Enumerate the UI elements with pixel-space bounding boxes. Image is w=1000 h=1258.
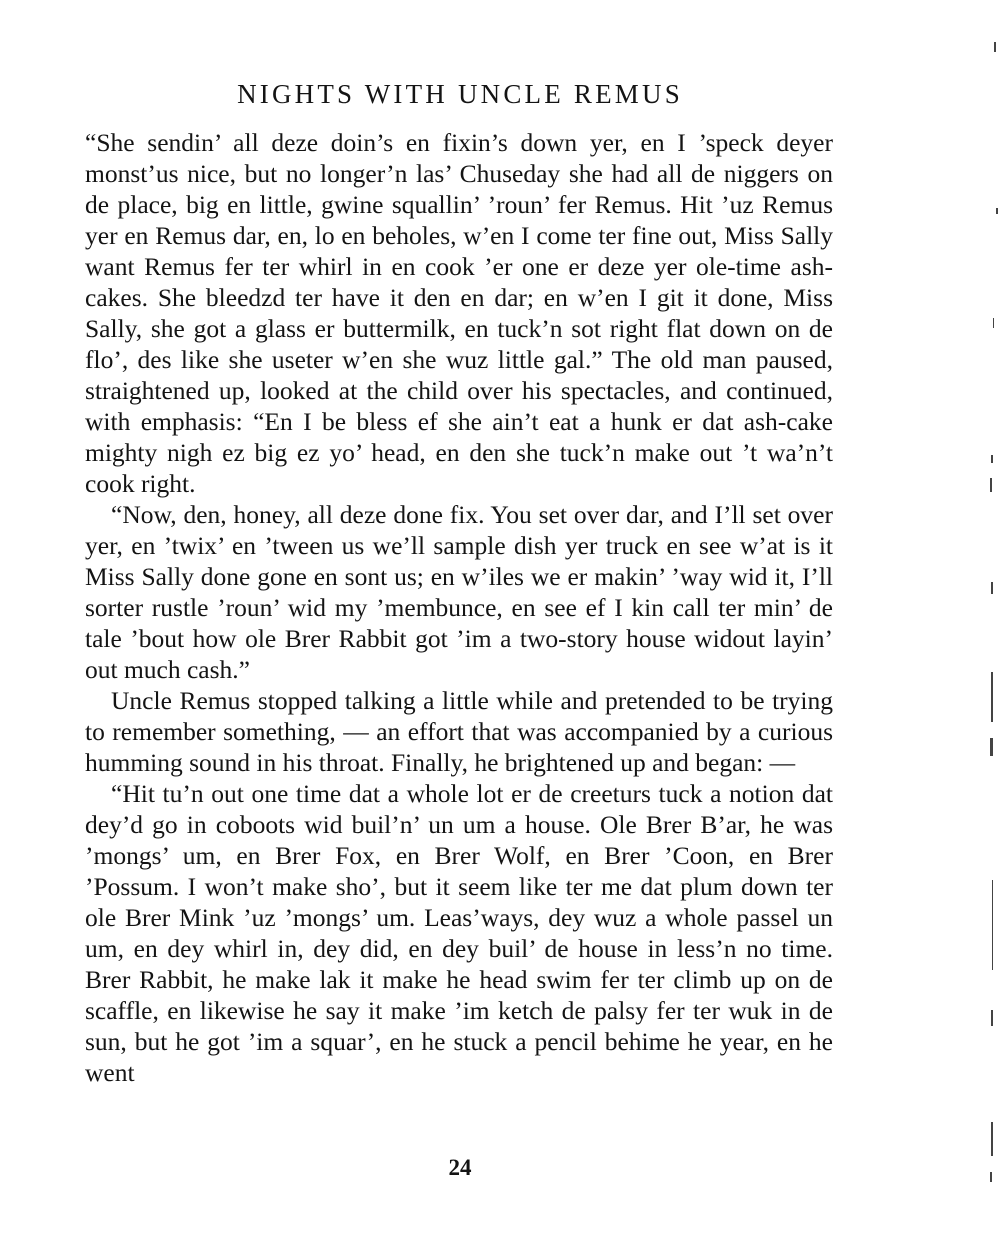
- scan-speck: [991, 582, 993, 594]
- running-head: NIGHTS WITH UNCLE REMUS: [237, 79, 683, 109]
- scan-speck: [996, 208, 998, 214]
- scan-speck: [990, 478, 992, 492]
- body-text: [85, 127, 833, 1088]
- scan-speck: [991, 1122, 993, 1156]
- paragraph: “She sendin’ all deze doin’s en fixin’s down yer, en I ’speck deyer monst’us nice, but no longer’n las’ Chuseday she had all de niggers on de place, big en little, gwine squallin’ ’roun’ fer Remus. Hit ’uz Remus yer en Remus dar, en, lo en beholes, w’en I come ter fine out, Miss Sally want Remus fer ter whirl in en cook ’er one er deze yer ole-time ash-cakes. She bleedzd ter have it den en dar; en w’en I git it done, Miss Sally, she got a glass er buttermilk, en tuck’n sot right flat down on de flo’, des like she useter w’en she wuz little gal.” The old man paused, straightened up, looked at the child over his spectacles, and continued, with emphasis: “En I be bless ef she ain’t eat a hunk er dat ash-cake mighty nigh ez big ez yo’ head, en den she tuck’n make out ’t wa’n’t cook right.: [85, 128, 833, 498]
- scan-speck: [993, 318, 994, 328]
- scan-speck: [991, 455, 993, 463]
- paragraph: “Now, den, honey, all deze done fix. You set over dar, and I’ll set over yer, en ’twix’ en ’tween us we’ll sample dish yer truck en see w’at is it Miss Sally done gone en sont us; en w’iles we er makin’ ’way wid it, I’ll sorter rustle ’roun’ wid my ’membunce, en see ef I kin call ter min’ de tale ’bout how ole Brer Rabbit got ’im a two-story house widout layin’ out much cash.”: [85, 500, 833, 684]
- scan-speck: [994, 42, 996, 52]
- paragraph: Uncle Remus stopped talking a little while and pretended to be trying to remember something, — an effort that was accompanied by a curious humming sound in his throat. Finally, he brightened up and began: —: [85, 686, 833, 777]
- page-number: 24: [448, 1155, 472, 1180]
- scan-speck: [992, 880, 993, 970]
- scan-speck: [990, 1172, 992, 1182]
- scan-speck: [990, 738, 993, 756]
- scan-edge-marks: [980, 0, 1000, 1258]
- scan-speck: [991, 672, 993, 722]
- scan-speck: [991, 1010, 993, 1026]
- paragraph: “Hit tu’n out one time dat a whole lot er de creeturs tuck a notion dat dey’d go in coboots wid buil’n’ un um a house. Ole Brer B’ar, he was ’mongs’ um, en Brer Fox, en Brer Wolf, en Brer ’Coon, en Brer ’Possum. I won’t make sho’, but it seem like ter me dat plum down ter ole Brer Mink ’uz ’mongs’ um. Leas’ways, dey wuz a whole passel un um, en dey whirl in, dey did, en dey buil’ de house in less’n no time. Brer Rabbit, he make lak it make he head swim fer ter climb up on de scaffle, en likewise he say it make ’im ketch de palsy fer ter wuk in de sun, but he got ’im a squar’, en he stuck a pencil behime he year, en he went: [85, 779, 833, 1087]
